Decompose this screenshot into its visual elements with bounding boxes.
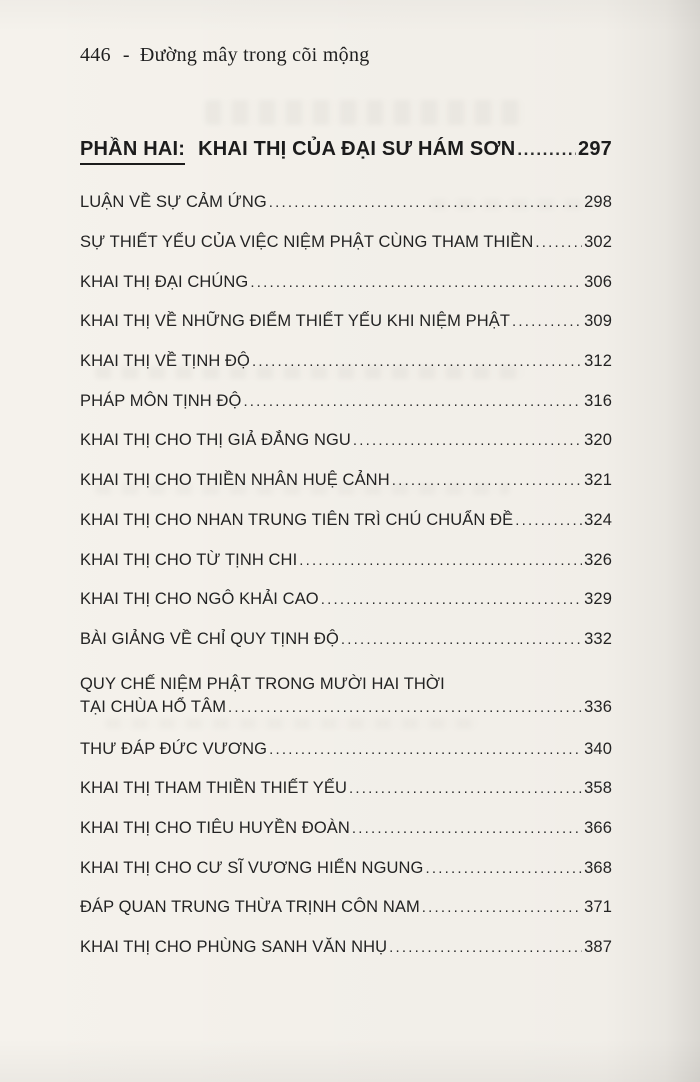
toc-entry	[80, 501, 612, 541]
toc-entry	[80, 848, 612, 888]
toc-part-label: PHẦN HAI:	[80, 138, 185, 165]
toc-entry-page: 387	[584, 938, 612, 957]
toc-entry	[80, 809, 612, 849]
toc-entry-title: PHÁP MÔN TỊNH ĐỘ	[80, 391, 242, 410]
dot-leader	[228, 698, 582, 717]
dot-leader	[389, 938, 582, 957]
toc-entry-page: 324	[584, 510, 612, 529]
toc-entry-page: 312	[584, 352, 612, 371]
dot-leader	[269, 740, 582, 759]
dot-leader	[252, 352, 582, 371]
toc-entry-title-line1: QUY CHẾ NIỆM PHẬT TRONG MƯỜI HAI THỜI	[80, 674, 445, 693]
toc-entry-page: 332	[584, 629, 612, 648]
toc-entry	[80, 580, 612, 620]
dot-leader	[269, 193, 582, 212]
toc-entry-title: BÀI GIẢNG VỀ CHỈ QUY TỊNH ĐỘ	[80, 629, 339, 648]
dot-leader	[321, 590, 582, 609]
toc-part-page: 297	[578, 138, 612, 160]
toc-entry	[80, 183, 612, 223]
toc-entry	[80, 342, 612, 382]
dot-leader	[517, 138, 576, 161]
toc-entry-title: KHAI THỊ CHO TỪ TỊNH CHI	[80, 550, 298, 569]
toc-entry-page: 329	[584, 590, 612, 609]
bleed-through-artifact	[205, 100, 525, 125]
toc-entry-page: 371	[584, 898, 612, 917]
toc-entry	[80, 262, 612, 302]
toc-entry-title: KHAI THỊ VỀ NHỮNG ĐIỂM THIẾT YẾU KHI NIỆM PHẬT	[80, 312, 511, 331]
toc-entry	[80, 620, 612, 660]
toc-entry-page: 302	[584, 233, 612, 252]
toc-part-title: KHAI THỊ CỦA ĐẠI SƯ HÁM SƠN	[198, 138, 516, 160]
toc-entry-page: 340	[584, 739, 612, 758]
toc-entry-title: KHAI THỊ CHO NGÔ KHẢI CAO	[80, 590, 319, 609]
toc-entry-title: LUẬN VỀ SỰ CẢM ỨNG	[80, 193, 267, 212]
running-head	[80, 44, 370, 67]
toc-entry-title: KHAI THỊ CHO TIÊU HUYỀN ĐOÀN	[80, 818, 350, 837]
dot-leader	[535, 233, 582, 252]
toc-entry	[80, 461, 612, 501]
toc-entry-title: ĐÁP QUAN TRUNG THỪA TRỊNH CÔN NAM	[80, 898, 420, 917]
running-head-page-number: 446	[80, 44, 111, 66]
dot-leader	[341, 630, 582, 649]
toc-entry-title: KHAI THỊ THAM THIỀN THIẾT YẾU	[80, 779, 347, 798]
running-head-separator: -	[122, 44, 130, 66]
toc-entry-page: 368	[584, 858, 612, 877]
dot-leader	[243, 392, 582, 411]
dot-leader	[349, 779, 582, 798]
toc-entry	[80, 659, 612, 729]
dot-leader	[515, 511, 582, 530]
toc-entry-page: 321	[584, 471, 612, 490]
running-head-book-title: Đường mây trong cõi mộng	[139, 44, 370, 66]
toc-entries	[80, 183, 612, 967]
dot-leader	[392, 471, 582, 490]
toc-entry	[80, 223, 612, 263]
toc-entry-title: KHAI THỊ VỀ TỊNH ĐỘ	[80, 352, 250, 371]
toc-entry-title: KHAI THỊ ĐẠI CHÚNG	[80, 272, 249, 291]
toc-entry-title: KHAI THỊ CHO CƯ SĨ VƯƠNG HIỂN NGUNG	[80, 858, 424, 877]
toc-entry-title: SỰ THIẾT YẾU CỦA VIỆC NIỆM PHẬT CÙNG THAM THIỀN	[80, 233, 534, 252]
toc-entry-page: 358	[584, 779, 612, 798]
dot-leader	[512, 312, 582, 331]
toc-entry	[80, 381, 612, 421]
toc-entry	[80, 540, 612, 580]
toc-entry-page: 320	[584, 431, 612, 450]
toc-entry-page: 309	[584, 312, 612, 331]
toc-entry	[80, 729, 612, 769]
toc-entry	[80, 769, 612, 809]
toc-entry	[80, 302, 612, 342]
dot-leader	[352, 819, 582, 838]
toc-entry-page: 298	[584, 193, 612, 212]
toc-entry	[80, 421, 612, 461]
toc-entry-title: KHAI THỊ CHO THIỀN NHÂN HUỆ CẢNH	[80, 471, 390, 490]
toc-entry-page: 336	[584, 697, 612, 716]
toc-entry-page: 326	[584, 550, 612, 569]
dot-leader	[250, 273, 582, 292]
table-of-contents	[80, 124, 612, 967]
toc-part-heading	[80, 124, 612, 165]
toc-entry-page: 316	[584, 391, 612, 410]
toc-entry	[80, 928, 612, 968]
toc-entry-title: KHAI THỊ CHO PHÙNG SANH VĂN NHỤ	[80, 938, 388, 957]
dot-leader	[299, 551, 582, 570]
dot-leader	[353, 431, 582, 450]
toc-entry-title: KHAI THỊ CHO THỊ GIẢ ĐẮNG NGU	[80, 431, 351, 450]
toc-entry	[80, 888, 612, 928]
dot-leader	[422, 898, 582, 917]
dot-leader	[425, 859, 582, 878]
toc-entry-title: THƯ ĐÁP ĐỨC VƯƠNG	[80, 739, 268, 758]
toc-entry-title: KHAI THỊ CHO NHAN TRUNG TIÊN TRÌ CHÚ CHUẨN ĐỀ	[80, 510, 514, 529]
toc-entry-title-line2: TẠI CHÙA HỔ TÂM	[80, 697, 227, 716]
toc-entry-page: 306	[584, 272, 612, 291]
toc-entry-page: 366	[584, 818, 612, 837]
